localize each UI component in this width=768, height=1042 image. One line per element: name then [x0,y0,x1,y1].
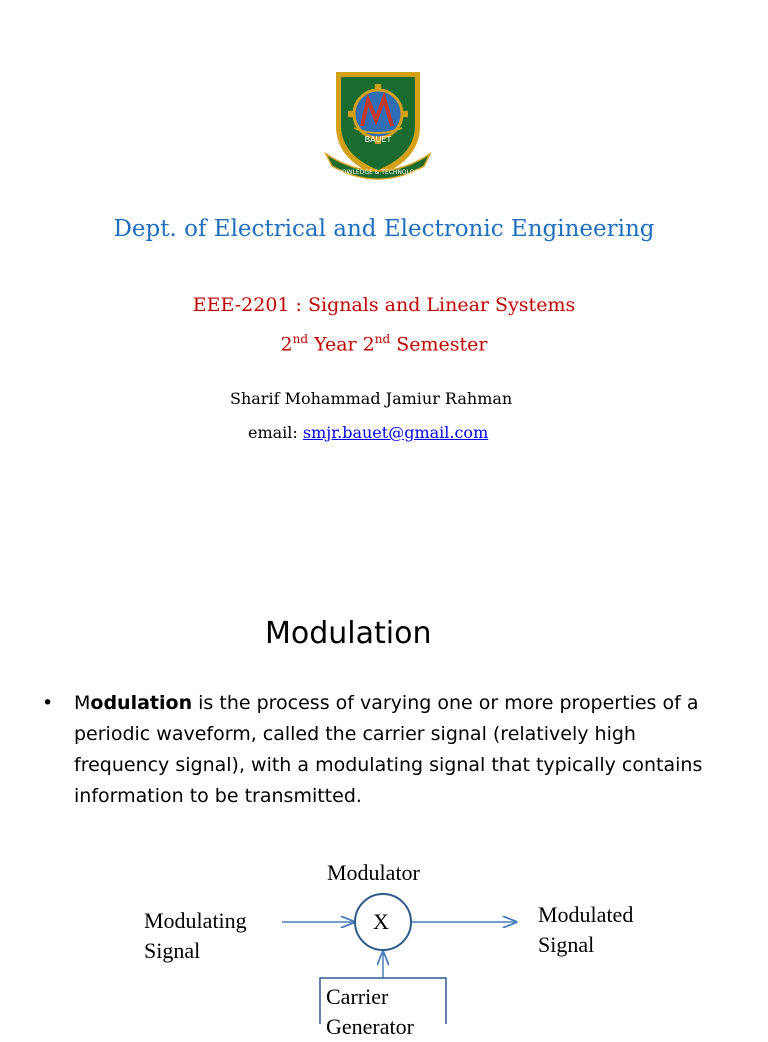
slide-title: Modulation [265,616,432,651]
modulator-label: Modulator [327,860,420,885]
modulating-signal-label: Modulating Signal [144,908,247,963]
bullet-text: Modulation is the process of varying one or more properties of a periodic waveform, called the carrier signal (relatively high frequency signal), with a modulating signal that typically contains information to be transmitted. [74,692,703,807]
email-line [248,423,488,442]
svg-text:BAUET: BAUET [364,135,392,144]
course-title: EEE-2201 : Signals and Linear Systems [192,294,576,316]
bauet-crest-logo [318,64,438,184]
modulated-signal-label: Modulated Signal [538,902,634,957]
bullet-marker: • [42,692,54,714]
email-link[interactable]: smjr.bauet@gmail.com [302,423,489,442]
mixer-symbol: X [373,909,389,934]
modulator-diagram [0,850,768,1039]
semester-line: 2nd Year 2nd Semester [280,332,488,356]
carrier-generator-label: Carrier Generator [326,984,414,1039]
department-heading: Dept. of Electrical and Electronic Engineering [113,216,655,242]
author-name: Sharif Mohammad Jamiur Rahman [230,389,513,408]
modulation-slide [0,580,768,1039]
svg-text:KNOWLEDGE & TECHNOLOGY: KNOWLEDGE & TECHNOLOGY [333,169,423,176]
email-label: email: [248,423,303,442]
